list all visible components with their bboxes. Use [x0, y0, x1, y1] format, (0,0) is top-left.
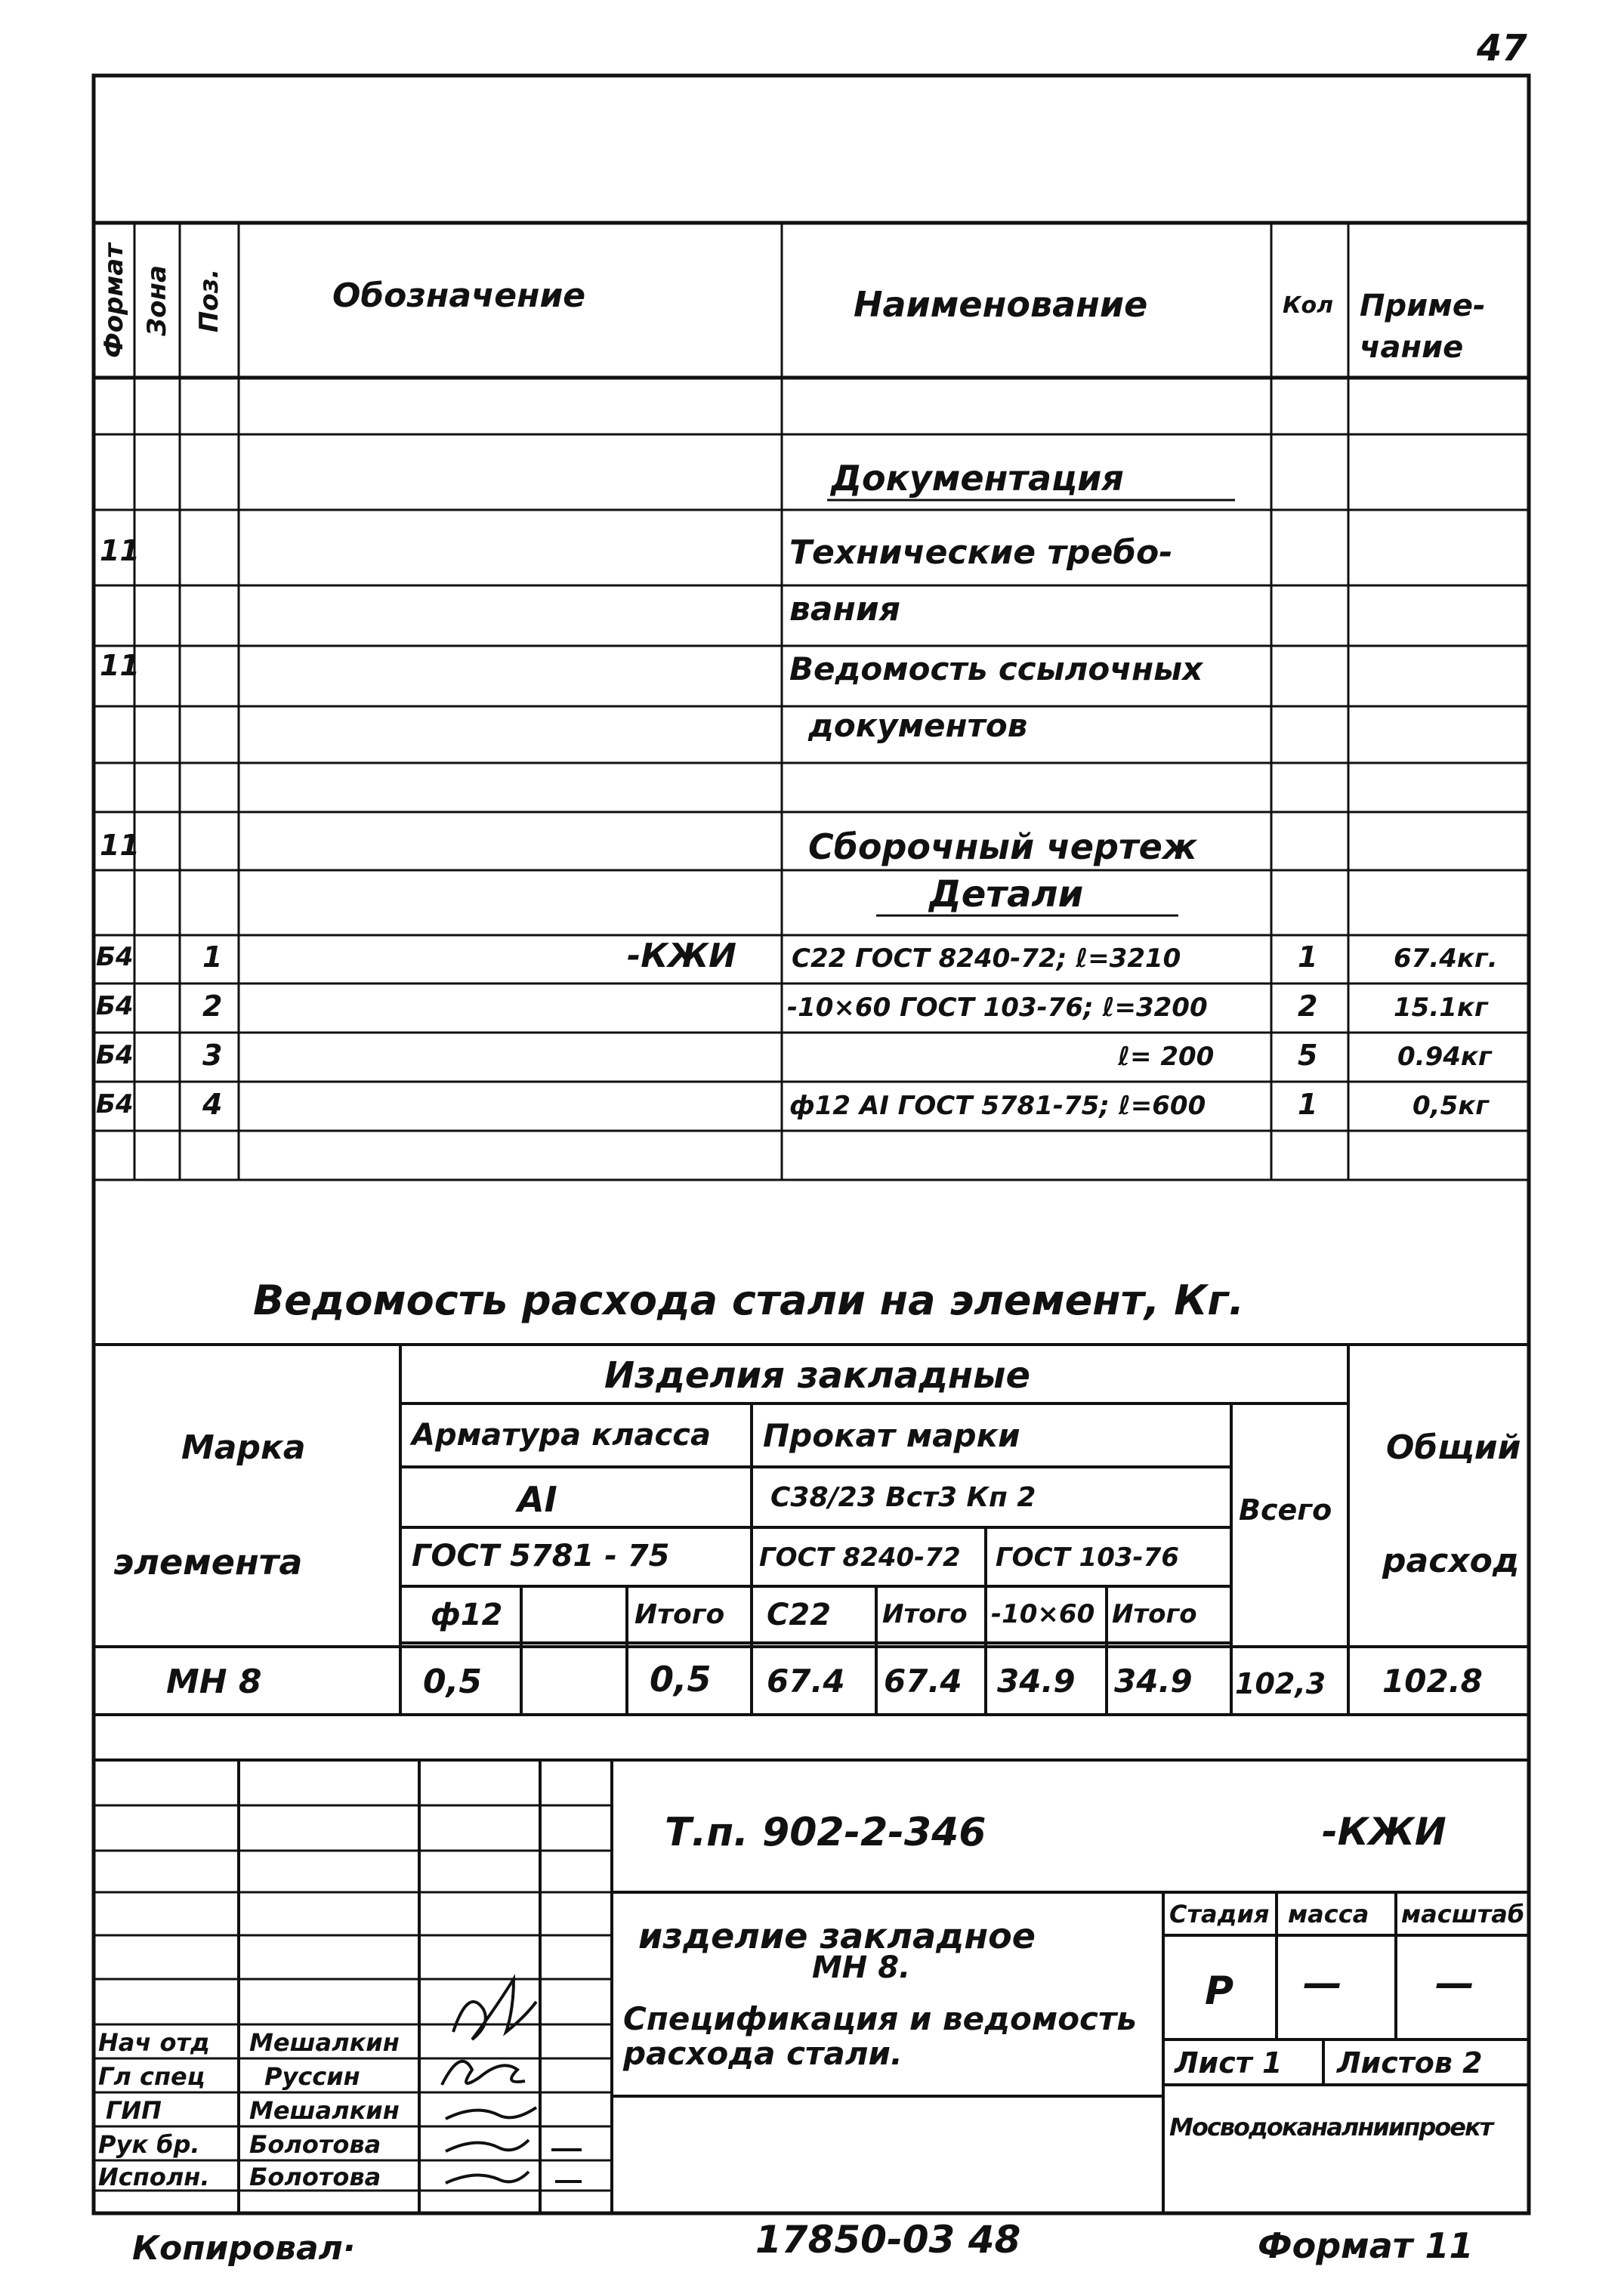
stamp-organization: Мосводоканалниипроект [1169, 2113, 1493, 2141]
steel-mark-header-l2: элемента [113, 1542, 303, 1583]
steel-row-value: 0,5 [650, 1659, 712, 1700]
doc1-name-l2: вания [789, 590, 901, 628]
stamp-sheet: Лист 1 [1175, 2046, 1283, 2080]
steel-rolled-header: Прокат марки [763, 1417, 1020, 1454]
row-name: С22 ГОСТ 8240-72; ℓ=3210 [792, 943, 1181, 974]
signer-role: Рук бр. [98, 2130, 200, 2159]
row-format: Б4 [96, 1089, 134, 1119]
row-qty: 1 [1298, 1088, 1318, 1121]
signature-scribbles [442, 1979, 582, 2183]
steel-title: Ведомость расхода стали на элемент, Кг. [253, 1277, 1245, 1324]
steel-rebar-gost: ГОСТ 5781 - 75 [412, 1539, 670, 1573]
header-zone: Зона [142, 265, 172, 336]
stamp-scale-header: масштаб [1401, 1900, 1525, 1928]
steel-sub-header: Итого [634, 1599, 725, 1630]
steel-row-value: 34.9 [997, 1663, 1076, 1700]
steel-mark-header-l1: Марка [181, 1428, 306, 1467]
steel-total-header: Всего [1239, 1493, 1332, 1527]
footer-inventory: 17850-03 48 [755, 2218, 1021, 2262]
doc2-name-l2: документов [808, 707, 1028, 744]
steel-row-value: 102.8 [1382, 1663, 1483, 1700]
steel-sub-header: С22 [767, 1598, 832, 1632]
signer-name: Мешалкин [249, 2096, 400, 2125]
steel-gost8240: ГОСТ 8240-72 [759, 1542, 961, 1573]
section-details: Детали [929, 873, 1084, 916]
signer-name: Болотова [249, 2163, 381, 2191]
stamp-mass-header: масса [1288, 1900, 1369, 1928]
row-pos: 2 [202, 990, 223, 1023]
header-pos: Поз. [194, 268, 224, 333]
header-note-l2: чание [1360, 330, 1464, 365]
page-number: 47 [1477, 27, 1527, 69]
steel-row-value: 102,3 [1235, 1667, 1326, 1700]
doc2-name-l1: Ведомость ссылочных [789, 650, 1203, 687]
signer-role: Нач отд [98, 2028, 210, 2057]
steel-sub-header: Итого [1112, 1599, 1197, 1629]
stamp-sheets: Листов 2 [1337, 2046, 1483, 2080]
stamp-desc-l2: расхода стали. [623, 2035, 903, 2072]
header-name: Наименование [854, 284, 1148, 325]
signer-role: Исполн. [98, 2163, 210, 2191]
doc3-name: Сборочный чертеж [808, 826, 1197, 867]
steel-rebar-class: Арматура класса [412, 1418, 711, 1453]
stamp-item-l1: изделие закладное [638, 1916, 1036, 1956]
stamp-scale: — [1435, 1961, 1474, 2006]
row-name: -10×60 ГОСТ 103-76; ℓ=3200 [787, 993, 1208, 1023]
signer-role: Гл спец [98, 2062, 205, 2091]
row-note: 0.94кг [1397, 1042, 1492, 1072]
row-name: ℓ= 200 [1118, 1042, 1215, 1072]
steel-row-value: 67.4 [884, 1663, 962, 1700]
steel-sub-header: -10×60 [991, 1599, 1095, 1629]
row-qty: 2 [1298, 990, 1318, 1023]
steel-rebar-class-value: АI [517, 1479, 557, 1520]
header-note-l1: Приме- [1360, 289, 1486, 323]
footer-format: Формат 11 [1258, 2225, 1474, 2266]
doc2-format: 11 [100, 649, 140, 682]
stamp-mass: — [1303, 1961, 1342, 2006]
signer-name: Мешалкин [249, 2028, 400, 2057]
stamp-desc-l1: Спецификация и ведомость [623, 2000, 1137, 2037]
steel-general-header-l1: Общий [1386, 1428, 1521, 1467]
signer-name: Руссин [264, 2062, 360, 2091]
row-format: Б4 [96, 942, 134, 972]
signer-role: ГИП [106, 2096, 162, 2125]
footer-copied: Копировал· [132, 2229, 356, 2268]
doc1-name-l1: Технические требо- [789, 533, 1173, 572]
signer-name: Болотова [249, 2130, 381, 2159]
row-pos: 4 [202, 1088, 223, 1121]
stamp-doc-code: Т.п. 902-2-346 [665, 1810, 986, 1855]
section-documentation: Документация [831, 458, 1124, 499]
row-format: Б4 [96, 991, 134, 1021]
header-designation: Обозначение [332, 276, 586, 315]
header-qty: Кол [1283, 292, 1334, 319]
row-note: 0,5кг [1413, 1091, 1490, 1121]
steel-row-value: 67.4 [767, 1663, 845, 1700]
steel-embedded-header: Изделия закладные [604, 1354, 1030, 1397]
row-qty: 5 [1298, 1039, 1318, 1072]
steel-row-mark: МН 8 [166, 1663, 262, 1701]
header-format: Формат [99, 243, 129, 358]
row-note: 67.4кг. [1394, 943, 1498, 974]
row-pos: 1 [202, 940, 223, 974]
steel-sub-header: Итого [882, 1599, 968, 1629]
stamp-stage-header: Стадия [1169, 1900, 1270, 1928]
stamp-item-l2: МН 8. [812, 1950, 911, 1985]
row-name: ф12 АI ГОСТ 5781-75; ℓ=600 [789, 1091, 1206, 1121]
stamp-doc-suffix: -КЖИ [1322, 1810, 1446, 1854]
row-qty: 1 [1298, 940, 1318, 974]
steel-gost103: ГОСТ 103-76 [996, 1542, 1179, 1573]
doc1-format: 11 [100, 534, 140, 567]
row-format: Б4 [96, 1040, 134, 1070]
stamp-stage: Р [1205, 1968, 1234, 2014]
steel-row-value: 34.9 [1114, 1663, 1193, 1700]
doc3-format: 11 [100, 829, 140, 862]
steel-general-header-l2: расход [1382, 1542, 1520, 1580]
row-pos: 3 [202, 1039, 223, 1072]
steel-rolled-grade: С38/23 Вст3 Кп 2 [770, 1482, 1036, 1513]
row-note: 15.1кг [1394, 993, 1488, 1023]
steel-sub-header: ф12 [431, 1598, 503, 1632]
steel-row-value: 0,5 [423, 1663, 482, 1701]
row-designation: -КЖИ [627, 937, 736, 975]
